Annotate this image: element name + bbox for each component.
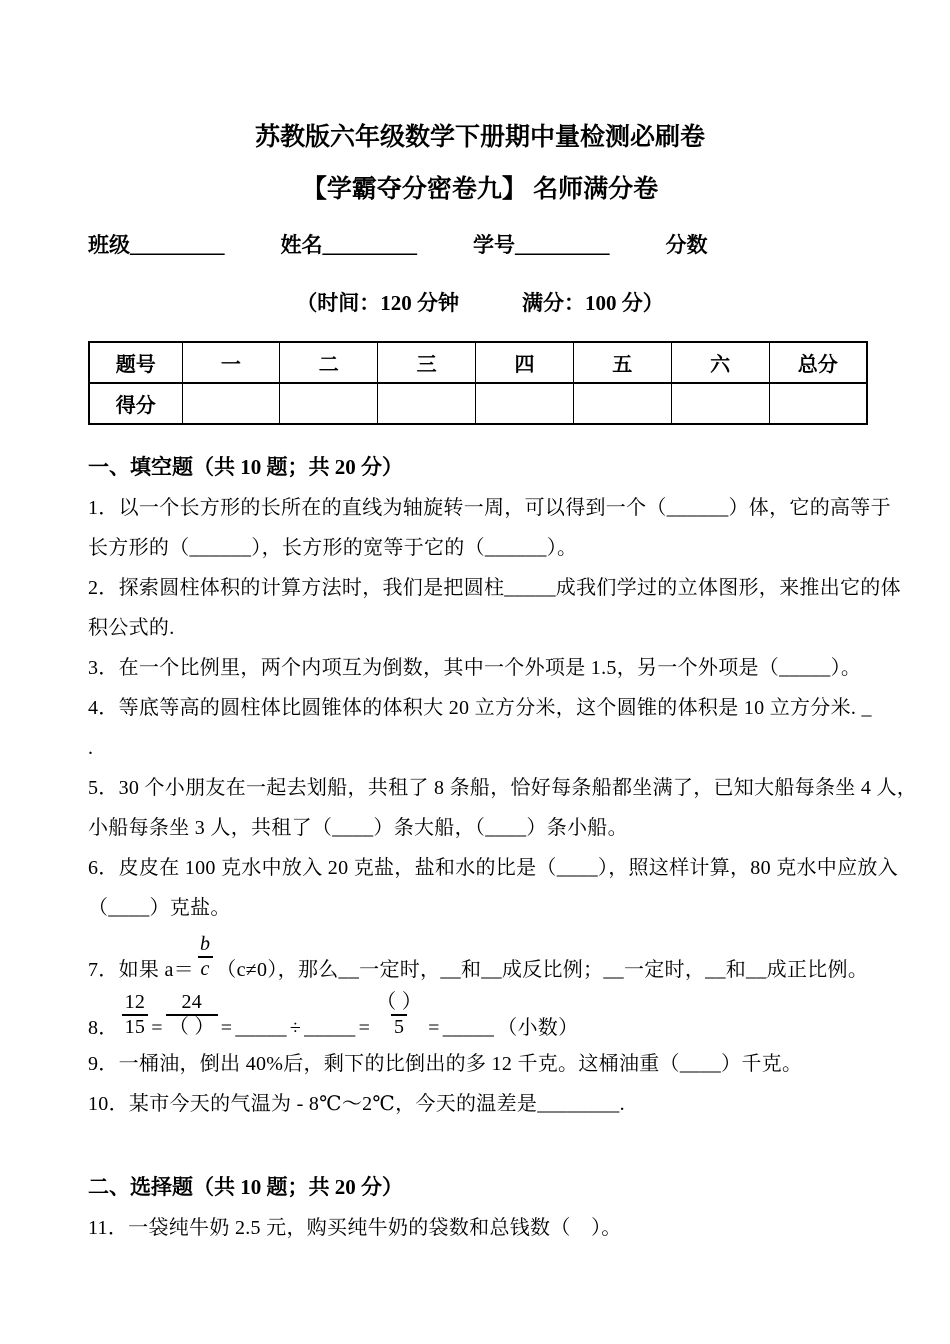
score-cell <box>182 383 280 424</box>
table-header-cell: 四 <box>476 342 574 383</box>
class-field: 班级_________ <box>88 233 225 257</box>
question-7 <box>88 928 872 986</box>
question-5-line-2: 小船每条坐 3 人，共租了（____）条大船，（____）条小船。 <box>88 817 628 839</box>
score-table-score-row <box>89 383 867 424</box>
blank-line: _____ <box>235 1017 287 1039</box>
section-1-heading: 一、填空题（共 10 题；共 20 分） <box>88 455 403 479</box>
score-field: 分数 <box>665 233 708 257</box>
question-9: 9．一桶油，倒出 40%后，剩下的比倒出的多 12 千克。这桶油重（____）千克。 <box>88 1053 803 1075</box>
score-table <box>88 341 868 425</box>
choice-questions <box>88 1208 872 1248</box>
question-8 <box>88 986 872 1044</box>
table-header-cell: 六 <box>671 342 769 383</box>
fraction-24-over-blank: $\frac{24}{( )}$ <box>166 991 218 1039</box>
question-2-line-2: 积公式的. <box>88 617 175 639</box>
question-7-suffix: （c≠0），那么__一定时，__和__成反比例；__一定时，__和__成正比例。 <box>216 959 869 981</box>
table-header-cell: 二 <box>280 342 378 383</box>
student-id-field: 学号_________ <box>473 233 610 257</box>
question-10: 10．某市今天的气温为 - 8℃～2℃，今天的温差是________. <box>88 1093 625 1115</box>
page-title: 苏教版六年级数学下册期中量检测必刷卷 <box>254 124 705 151</box>
question-1-line-1: 1．以一个长方形的长所在的直线为轴旋转一周，可以得到一个（______）体，它的高等于 <box>88 497 891 519</box>
table-header-cell: 三 <box>378 342 476 383</box>
question-11: 11．一袋纯牛奶 2.5 元，购买纯牛奶的袋数和总钱数（ ）。 <box>88 1217 622 1239</box>
question-8-tail: （小数） <box>497 1017 579 1039</box>
question-4-line-1: 4．等底等高的圆柱体比圆锥体的体积大 20 立方分米，这个圆锥的体积是 10 立方分米. _ <box>88 697 872 719</box>
question-2-line-1: 2．探索圆柱体积的计算方法时，我们是把圆柱_____成我们学过的立体图形，来推出它的体 <box>88 577 901 599</box>
question-6-line-2: （____）克盐。 <box>88 897 231 919</box>
page-subtitle: 【学霸夺分密卷九】 名师满分卷 <box>301 176 659 203</box>
question-4-line-2: . <box>88 737 94 759</box>
score-cell <box>378 383 476 424</box>
question-1-line-2: 长方形的（______），长方形的宽等于它的（______）。 <box>88 537 578 559</box>
table-header-cell: 五 <box>573 342 671 383</box>
score-table-header-row <box>89 342 867 383</box>
table-header-cell: 总分 <box>769 342 867 383</box>
blank-line: _____ <box>304 1017 356 1039</box>
fraction-12-over-15: $\frac{12}{15}$ <box>122 991 149 1039</box>
name-field: 姓名_________ <box>280 233 417 257</box>
fraction-b-over-c: $\frac{b}{c}$ <box>197 933 213 981</box>
question-6-line-1: 6．皮皮在 100 克水中放入 20 克盐，盐和水的比是（____），照这样计算，80 克水中应放入 <box>88 857 898 879</box>
score-cell <box>573 383 671 424</box>
student-info-row <box>88 232 872 258</box>
equals-sign: = <box>220 1017 233 1039</box>
table-corner-cell: 题号 <box>89 342 182 383</box>
equals-sign: = <box>428 1017 440 1039</box>
division-sign: ÷ <box>289 1017 302 1039</box>
blank-line: _____ <box>442 1017 495 1039</box>
question-3: 3．在一个比例里，两个内项互为倒数，其中一个外项是 1.5，另一个外项是（_____）。 <box>88 657 862 679</box>
score-cell <box>671 383 769 424</box>
equals-sign: = <box>151 1017 163 1039</box>
question-5-line-1: 5．30 个小朋友在一起去划船，共租了 8 条船，恰好每条船都坐满了，已知大船每条坐 4 人， <box>88 777 918 799</box>
exam-meta-line: （时间：120 分钟 满分：100 分） <box>296 291 664 315</box>
fill-in-questions <box>88 488 918 1124</box>
section-2-heading: 二、选择题（共 10 题；共 20 分） <box>88 1175 403 1199</box>
question-7-prefix: 7．如果 a＝ <box>88 959 194 981</box>
score-cell <box>280 383 378 424</box>
fraction-blank-over-5: $\frac{( )}{5}$ <box>376 991 423 1038</box>
score-cell <box>769 383 867 424</box>
equals-sign: = <box>358 1017 371 1039</box>
question-8-number: 8． <box>88 1017 119 1039</box>
score-cell <box>476 383 574 424</box>
score-row-label: 得分 <box>89 383 182 424</box>
table-header-cell: 一 <box>182 342 280 383</box>
